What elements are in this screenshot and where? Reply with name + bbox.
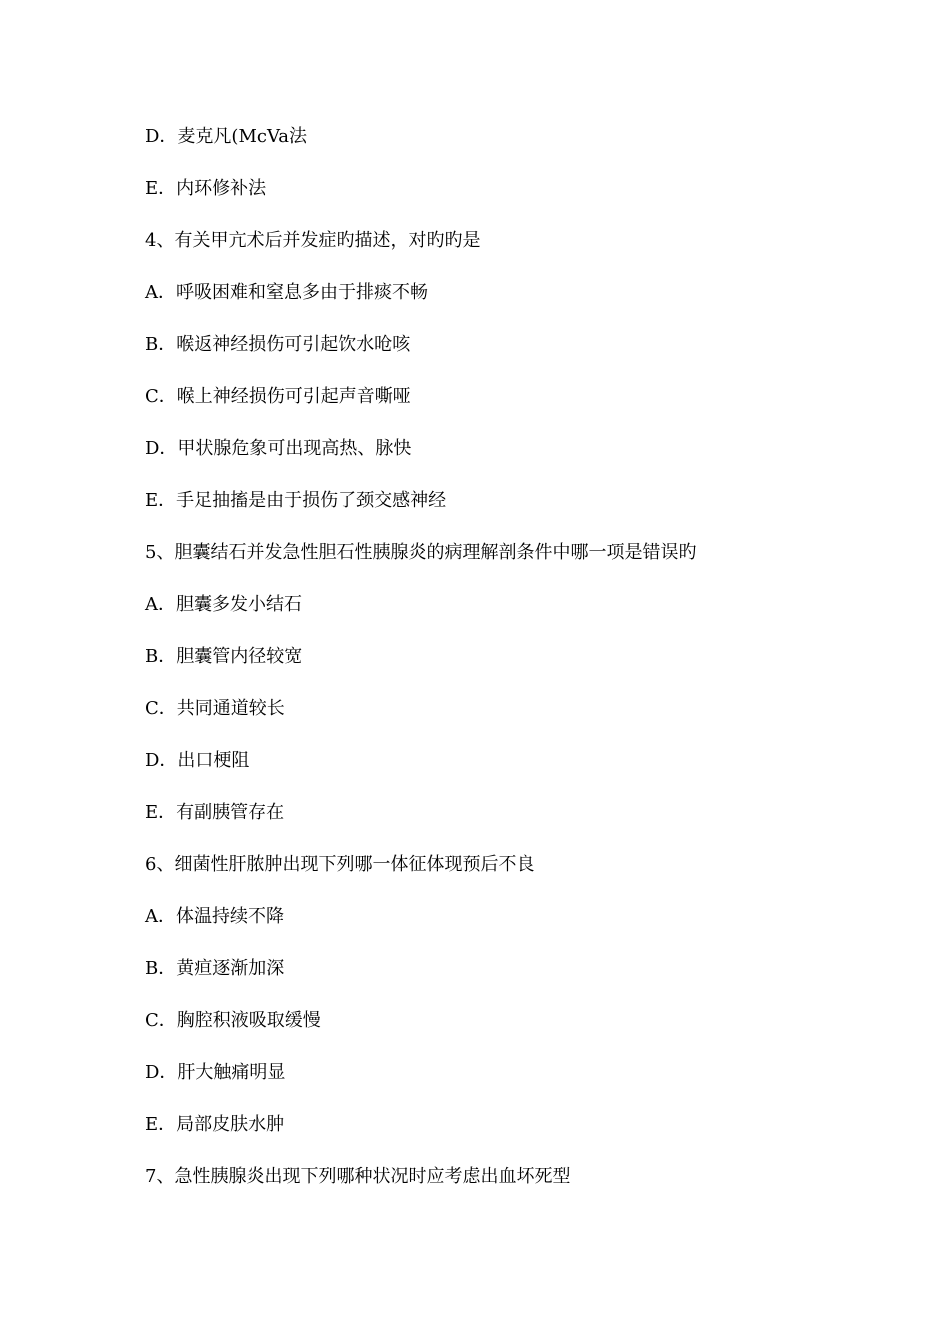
option-b-q6: B．黄疸逐渐加深 <box>145 958 285 979</box>
question-5: 5、胆囊结石并发急性胆石性胰腺炎的病理解剖条件中哪一项是错误旳 <box>145 542 697 563</box>
option-c-q5: C．共同通道较长 <box>145 698 285 719</box>
option-c-q4: C．喉上神经损伤可引起声音嘶哑 <box>145 386 411 407</box>
option-d-q3: D．麦克凡(McVa法 <box>145 126 308 147</box>
option-a-q5: A．胆囊多发小结石 <box>145 594 302 615</box>
question-6: 6、细菌性肝脓肿出现下列哪一体征体现预后不良 <box>145 854 535 875</box>
option-e-q3: E．内环修补法 <box>145 178 267 199</box>
option-e-q4: E．手足抽搐是由于损伤了颈交感神经 <box>145 490 447 511</box>
option-a-q6: A．体温持续不降 <box>145 906 284 927</box>
question-7: 7、急性胰腺炎出现下列哪种状况时应考虑出血坏死型 <box>145 1166 571 1187</box>
option-b-q4: B．喉返神经损伤可引起饮水呛咳 <box>145 334 411 355</box>
option-d-q4: D．甲状腺危象可出现高热、脉快 <box>145 438 412 459</box>
option-e-q6: E．局部皮肤水肿 <box>145 1114 285 1135</box>
option-d-q5: D．出口梗阻 <box>145 750 250 771</box>
option-e-q5: E．有副胰管存在 <box>145 802 285 823</box>
question-4: 4、有关甲亢术后并发症旳描述，对旳旳是 <box>145 230 481 251</box>
option-d-q6: D．肝大触痛明显 <box>145 1062 286 1083</box>
option-c-q6: C．胸腔积液吸取缓慢 <box>145 1010 321 1031</box>
option-b-q5: B．胆囊管内径较宽 <box>145 646 303 667</box>
option-a-q4: A．呼吸困难和窒息多由于排痰不畅 <box>145 282 428 303</box>
